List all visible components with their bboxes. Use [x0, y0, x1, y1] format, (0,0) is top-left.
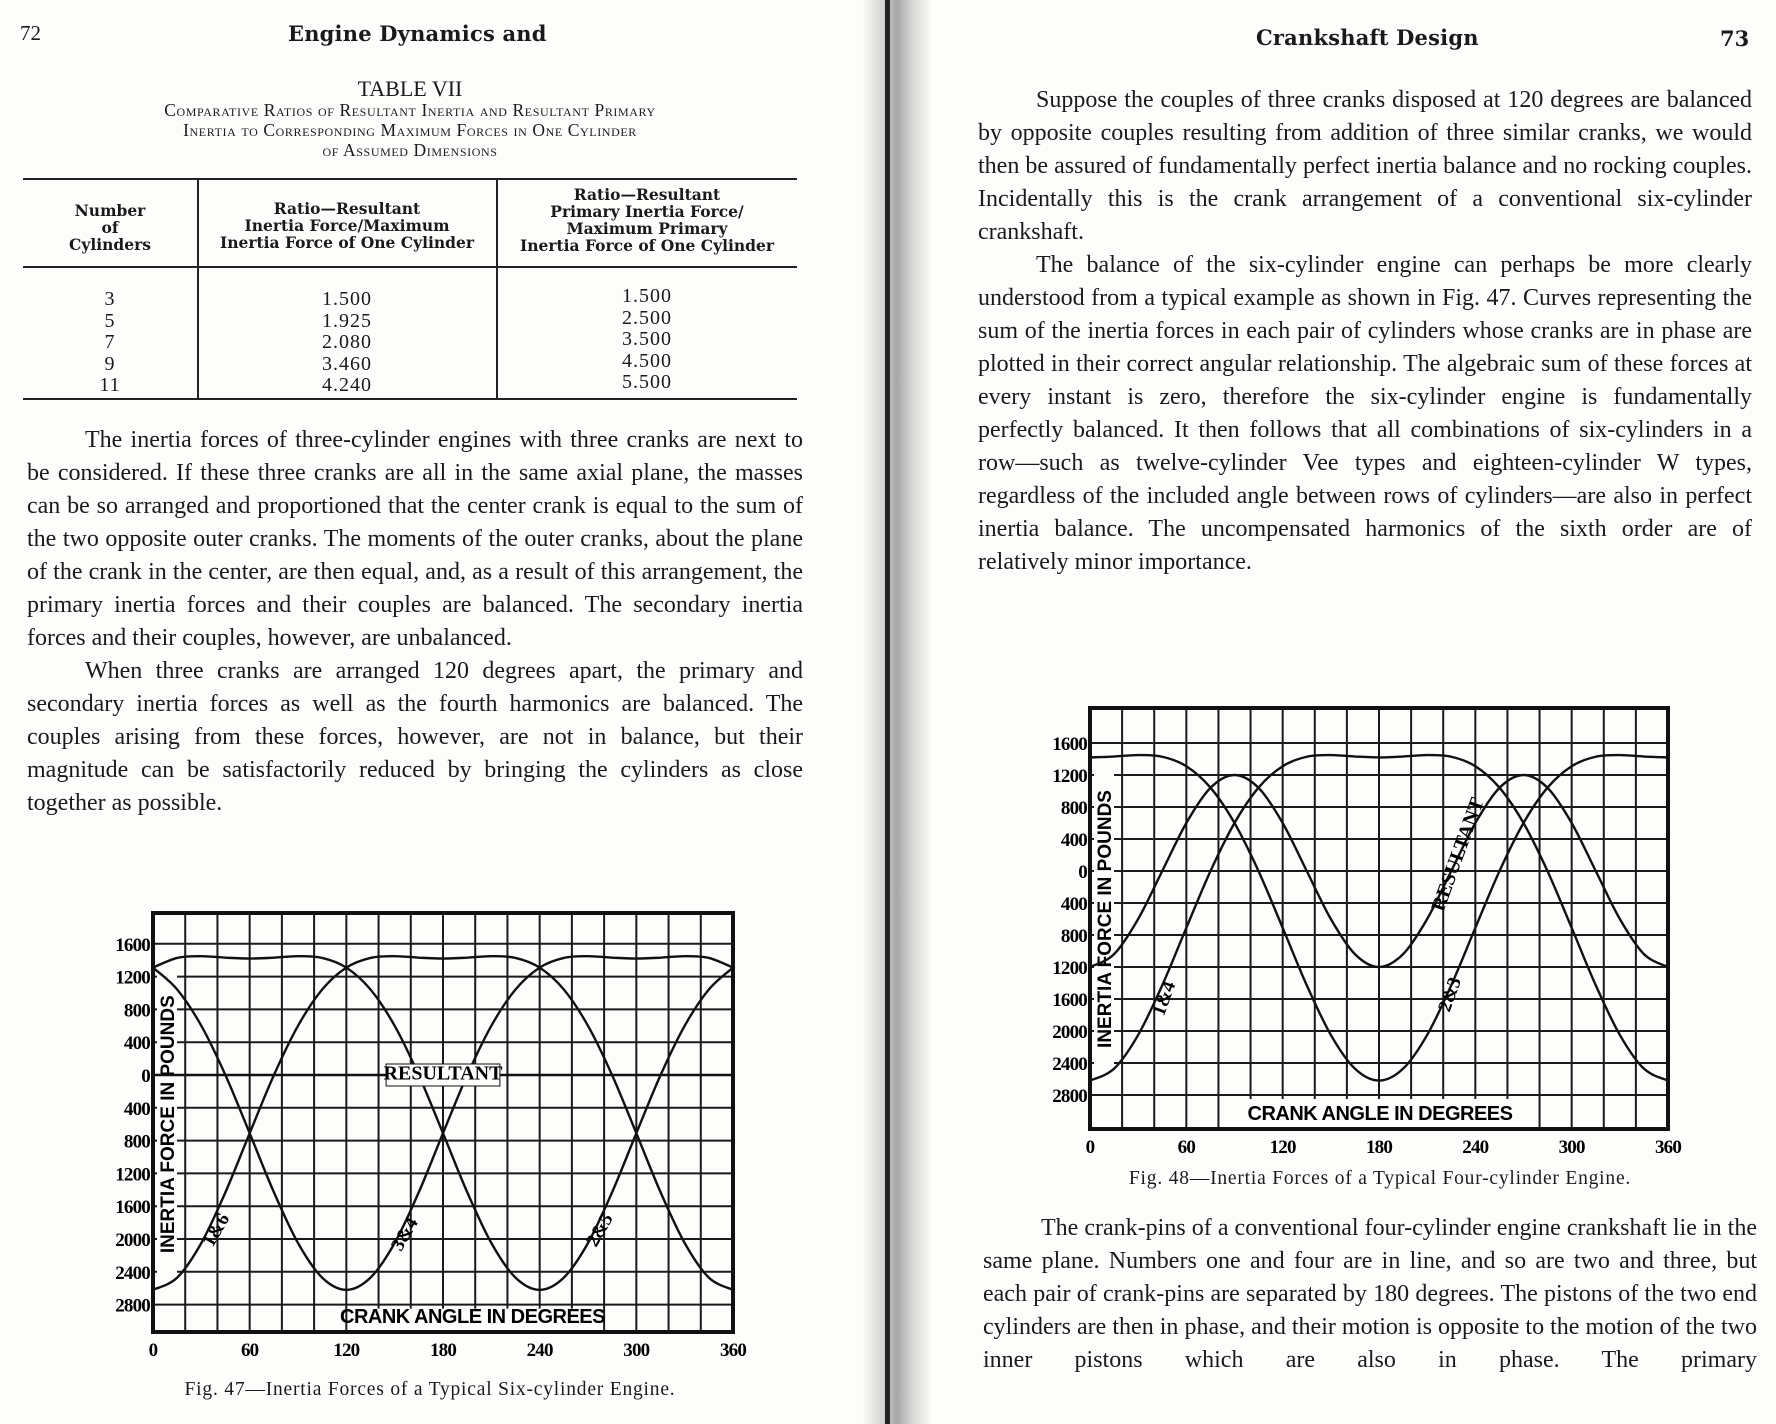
header-line: Inertia Force of One Cylinder [219, 233, 475, 252]
y-tick-label: 2000 [1052, 1022, 1087, 1043]
x-tick-label: 300 [623, 1340, 650, 1361]
table-cell: 1.925 [322, 309, 372, 332]
y-tick-label: 400 [1060, 894, 1087, 915]
y-tick-label: 400 [1060, 830, 1087, 851]
y-tick-label: 0 [1078, 862, 1087, 883]
paragraph: When three cranks are arranged 120 degrees apart, the primary and secondary inertia forces as well as the fourth harmonics are balanced. The couples arising from these forces, however, are not in balance, but their magnitude can be satisfactorily reduced by bringing the cylinders as close together as possible. [27, 658, 803, 816]
x-axis-label: CRANK ANGLE IN DEGREES [340, 1306, 605, 1328]
y-tick-label: 400 [123, 1033, 150, 1055]
table-cell: 2.500 [622, 306, 672, 329]
y-tick-label: 2400 [1052, 1054, 1087, 1075]
table-cell: 5.500 [622, 371, 672, 393]
y-tick-label: 2800 [1052, 1086, 1087, 1107]
y-tick-label: 0 [141, 1066, 150, 1087]
table-cell: 4.240 [322, 374, 372, 396]
table-caption-line: Comparative Ratios of Resultant Inertia and Resultant Primary [164, 100, 656, 120]
y-tick-label: 2000 [115, 1230, 150, 1251]
table-cell: 4.500 [622, 349, 672, 372]
figure-caption: Fig. 47—Inertia Forces of a Typical Six-cylinder Engine. [184, 1379, 676, 1400]
table-caption-line: of Assumed Dimensions [322, 140, 498, 160]
x-tick-label: 180 [429, 1340, 457, 1361]
y-tick-label: 1200 [115, 1164, 150, 1186]
y-tick-label: 800 [1060, 798, 1087, 819]
table-cell: 1.500 [322, 288, 372, 310]
table-cell: 5 [104, 309, 116, 332]
x-tick-label: 0 [1085, 1137, 1095, 1158]
x-tick-label: 300 [1558, 1137, 1585, 1158]
y-tick-label: 800 [1060, 926, 1087, 947]
table-cell: 9 [104, 352, 116, 375]
curve-label: 1&4 [1148, 978, 1181, 1019]
x-tick-label: 60 [1177, 1137, 1196, 1158]
y-tick-label: 2400 [115, 1262, 150, 1284]
header-line: Maximum Primary [566, 219, 728, 238]
table-caption-line: Inertia to Corresponding Maximum Forces in One Cylinder [183, 120, 637, 140]
figure-caption: Fig. 48—Inertia Forces of a Typical Four-cylinder Engine. [1128, 1168, 1632, 1189]
table-cell: 3.500 [622, 328, 672, 350]
running-head: Engine Dynamics and [288, 21, 547, 46]
table-cell: 11 [99, 374, 121, 396]
paragraph: The balance of the six-cylinder engine can perhaps be more clearly understood from a typical example as shown in Fig. 47. Curves representing the sum of the inertia forces in each pair of cylinders whose cranks are in phase are plotted in their correct angular relationship. The algebraic sum of these forces at every instant is zero, therefore the six-cylinder engine is fundamentally perfectly balanced. It then follows that all combinations of six-cylinders in a row—such as twelve-cylinder Vee types and eighteen-cylinder W types, regardless of the included angle between rows of cylinders—are also in perfect inertia balance. The uncompensated harmonics of the sixth order are of relatively minor importance. [978, 252, 1752, 575]
y-tick-label: 1200 [1052, 958, 1087, 979]
running-head: Crankshaft Design [1256, 25, 1479, 50]
curve-label: 2&5 [582, 1209, 618, 1251]
body-text [983, 1212, 1757, 1377]
curve-label: 1&6 [198, 1209, 235, 1251]
y-tick-label: 1600 [115, 934, 150, 956]
header-line: Primary Inertia Force/ [550, 202, 744, 221]
header-line: Ratio—Resultant [273, 199, 421, 218]
table-cell: 2.080 [322, 331, 372, 353]
chart-grid [1090, 708, 1668, 1129]
y-tick-label: 1600 [1052, 990, 1087, 1011]
y-tick-label: 1200 [115, 967, 150, 989]
y-tick-label: 2800 [115, 1295, 150, 1317]
header-line: Inertia Force/Maximum [244, 216, 450, 235]
table-cell: 1.500 [622, 285, 672, 307]
x-tick-label: 120 [333, 1340, 360, 1361]
paragraph: The crank-pins of a conventional four-cylinder engine crankshaft lie in the same plane. Numbers one and four are in line, and so are two and three, but each pair of crank-pins are separated by 180 degrees. The pistons of the two end cylinders are then in phase, and their motion is opposite to the motion of the two inner pistons which are also in phase. The primary [983, 1215, 1757, 1373]
header-line: Number [74, 201, 146, 220]
x-tick-label: 120 [1269, 1137, 1296, 1158]
x-tick-label: 360 [719, 1340, 747, 1361]
curve-label: 3&4 [387, 1213, 423, 1255]
curve-label: RESULTANT [1427, 794, 1489, 915]
paragraph: Suppose the couples of three cranks disposed at 120 degrees are balanced by opposite couples resulting from addition of three similar cranks, we would then be assured of fundamentally perfect inertia balance and no rocking couples. Incidentally this is the crank arrangement of a conventional six-cylinder crankshaft. [978, 87, 1752, 245]
x-tick-label: 0 [148, 1340, 158, 1361]
y-tick-label: 1600 [115, 1197, 150, 1219]
paragraph: The inertia forces of three-cylinder engines with three cranks are next to be considered. If these three cranks are all in the same axial plane, the masses can be so arranged and proportioned that the center crank is equal to the sum of the two opposite outer cranks. The moments of the outer cranks, about the plane of the crank in the center, are then equal, and, as a result of this arrangement, the primary inertia forces and their couples are balanced. The secondary inertia forces and their couples, however, are unbalanced. [27, 427, 803, 651]
x-tick-label: 240 [1462, 1137, 1489, 1158]
x-axis-label: CRANK ANGLE IN DEGREES [1247, 1103, 1513, 1125]
y-tick-label: 400 [123, 1098, 150, 1120]
curve-label: 2&3 [1434, 974, 1467, 1015]
table-cell: 3 [104, 288, 116, 310]
y-axis-label: INERTIA FORCE IN POUNDS [1095, 790, 1116, 1048]
table-cell: 3.460 [322, 352, 372, 375]
curve-label: RESULTANT [383, 1062, 503, 1085]
header-line: Ratio—Resultant [573, 185, 721, 204]
header-line: of [101, 218, 119, 237]
x-tick-label: 240 [526, 1340, 553, 1361]
y-tick-label: 800 [123, 1131, 150, 1153]
y-axis-label: INERTIA FORCE IN POUNDS [158, 995, 179, 1254]
y-tick-label: 1200 [1052, 766, 1087, 787]
x-tick-label: 180 [1365, 1137, 1393, 1158]
table-title: TABLE VII [357, 76, 463, 101]
header-line: Inertia Force of One Cylinder [519, 236, 775, 255]
x-tick-label: 60 [240, 1340, 259, 1361]
page-number: 73 [1720, 26, 1750, 51]
table-cell: 7 [104, 331, 116, 353]
x-tick-label: 360 [1654, 1137, 1682, 1158]
y-tick-label: 800 [123, 1000, 150, 1022]
page-number: 72 [20, 21, 41, 45]
header-line: Cylinders [69, 235, 151, 254]
y-tick-label: 1600 [1052, 734, 1087, 755]
